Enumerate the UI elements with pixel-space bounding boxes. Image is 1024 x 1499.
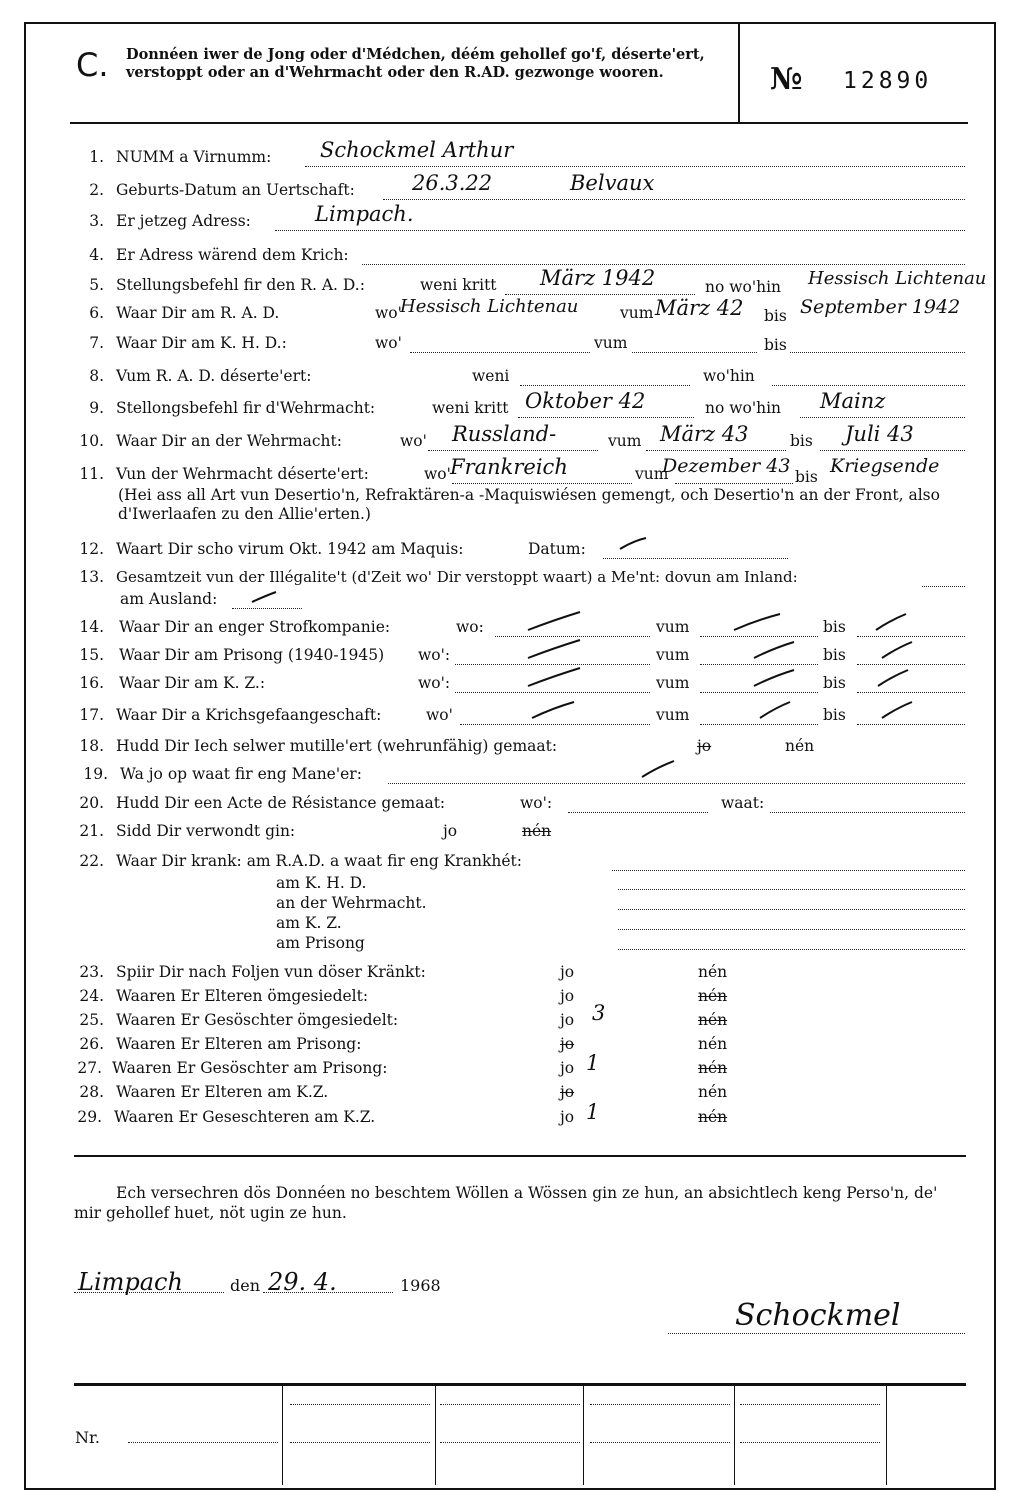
fill-line [410,352,590,353]
sub-label: waat: [721,794,765,812]
row-label: Waar Dir am K. Z.: [119,674,266,692]
row-number: 16. [79,674,104,692]
handwritten-where: Mainz [820,389,886,413]
section-rule [74,1155,966,1157]
fill-line [740,1404,880,1405]
option-nen-struck: nén [698,987,728,1005]
handwritten-until: Kriegsende [830,455,940,477]
fill-line [618,929,965,930]
row-label: Spiir Dir nach Foljen vun döser Kränkt: [116,963,426,981]
option-jo-struck: jo [697,737,712,755]
fill-line [518,417,694,418]
handwritten-from: März 43 [660,422,749,446]
option-nen-struck: nén [698,1108,728,1126]
footer-col-divider [282,1385,283,1485]
handwritten-count: 1 [586,1051,600,1075]
sub-label: vum [656,646,690,664]
handwritten-count: 3 [592,1001,606,1025]
strike-mark [618,537,648,551]
strike-mark [640,759,676,779]
fill-line [700,664,818,665]
option-jo: jo [560,987,575,1005]
row-number: 20. [79,794,104,812]
row-28 [0,1083,1024,1107]
sub-label: wo' [400,432,427,450]
row-2 [0,171,1024,205]
fill-line [790,352,965,353]
row-17 [0,706,1024,730]
fill-line [495,636,650,637]
row-number: 14. [79,618,104,636]
strike-mark [526,610,582,632]
fill-line [820,450,965,451]
row-9 [0,389,1024,423]
sub-label: weni [472,367,510,385]
handwritten-until: Juli 43 [845,422,914,446]
row-10 [0,422,1024,456]
fill-line [675,483,793,484]
row-number: 5. [89,276,104,294]
year: 1968 [400,1276,441,1295]
row-22-sub: am Prisong [276,934,365,952]
sub-label: vum [656,618,690,636]
row-label: Waar Dir am Prisong (1940-1945) [119,646,385,664]
row-number: 4. [89,246,104,264]
fill-line [440,1404,580,1405]
fill-line [857,664,965,665]
fill-line [590,1404,730,1405]
handwritten-from: März 42 [655,296,744,320]
fill-line [505,294,695,295]
row-label: Waaren Er Elteren ömgesiedelt: [116,987,369,1005]
row-14 [0,618,1024,642]
sub-label: vum [656,706,690,724]
fill-line [290,1442,430,1443]
declaration-text: Ech versechren dös Donnéen no beschtem Wöllen a Wössen gin ze hun, an absichtlech keng Perso'n, de' mir gehollef huet, nöt ugin ze hun. [74,1184,938,1222]
row-number: 24. [79,987,104,1005]
row-4 [0,246,1024,270]
row-label: Waar Dir an enger Strofkompanie: [119,618,391,636]
option-nen: nén [785,737,815,755]
row-24 [0,987,1024,1011]
row-number: 3. [89,212,104,230]
option-jo: jo [560,1011,575,1029]
fill-line [922,586,965,587]
row-label: Waart Dir scho virum Okt. 1942 am Maquis: [116,540,464,558]
row-number: 7. [89,334,104,352]
row-number: 9. [89,399,104,417]
handwritten-where: Russland- [452,422,557,446]
fill-line [590,1442,730,1443]
signature-line [668,1333,965,1334]
fill-line [770,812,965,813]
fill-line [646,450,786,451]
fill-line [603,558,788,559]
sub-label: vum [656,674,690,692]
row-7 [0,334,1024,358]
option-jo: jo [560,963,575,981]
row-label: am Ausland: [120,590,218,608]
footer-col-divider [435,1385,436,1485]
fill-line [618,889,965,890]
option-jo: jo [560,1108,575,1126]
handwritten-where: Hessisch Lichtenau [808,268,987,289]
row-12 [0,540,1024,564]
option-jo-struck: jo [560,1035,575,1053]
sub-label: bis [823,646,846,664]
fill-line [455,692,650,693]
sub-label: bis [823,674,846,692]
option-jo: jo [560,1059,575,1077]
form-title: Donnéen iwer de Jong oder d'Médchen, déém gehollef go'f, déserte'ert, verstoppt oder an d'Wehrmacht oder den R.AD. gezwonge wooren. [126,46,705,81]
row-label: Waaren Er Gesöschter am Prisong: [112,1059,388,1077]
sub-label: wo' [424,465,451,483]
row-number: 25. [79,1011,104,1029]
fill-line [383,199,965,200]
fill-line [74,1292,224,1293]
sub-label: bis [764,307,787,325]
sub-label: wo: [456,618,484,636]
footer-col-divider [583,1385,584,1485]
fill-line [632,352,757,353]
row-label: Er jetzeg Adress: [116,212,251,230]
sub-label: weni kritt [432,399,509,417]
row-3 [0,202,1024,236]
sub-label: vum [608,432,642,450]
row-number: 2. [89,181,104,199]
fill-line [700,724,818,725]
row-number: 18. [79,737,104,755]
fill-line [455,664,650,665]
fill-line [128,1442,278,1443]
row-number: 21. [79,822,104,840]
row-label: Stellungsbefehl fir den R. A. D.: [116,276,365,294]
row-22-sub: am K. H. D. [276,874,367,892]
row-number: 11. [79,465,104,483]
handwritten-when: Oktober 42 [525,389,646,413]
handwritten-from: Dezember 43 [662,455,791,477]
fill-line [612,870,965,871]
strike-mark [530,700,576,720]
row-8 [0,367,1024,391]
row-21 [0,822,1024,846]
den-label: den [230,1276,261,1295]
row-label: Gesamtzeit vun der Illégalite't (d'Zeit wo' Dir verstoppt waart) a Me'nt: dovun am Inland: [116,568,798,586]
row-label: Geburts-Datum an Uertschaft: [116,181,355,199]
sub-label: weni kritt [420,276,497,294]
row-label: Hudd Dir Iech selwer mutille'ert (wehrunfähig) gemaat: [116,737,558,755]
fill-line [232,608,302,609]
row-22-sub: an der Wehrmacht. [276,894,427,912]
option-nen: nén [698,1083,728,1101]
fill-line [452,483,632,484]
row-number: 26. [79,1035,104,1053]
sub-label: Datum: [528,540,586,558]
header-rule [70,122,968,124]
sub-label: wo' [426,706,453,724]
row-number: 27. [77,1059,102,1077]
handwritten-signature: Schockmel [735,1298,901,1333]
fill-line [520,385,690,386]
strike-mark [880,640,914,660]
strike-mark [752,640,796,660]
handwritten-when: März 1942 [540,266,656,290]
row-label: Er Adress wärend dem Krich: [116,246,349,264]
row-label: Waaren Er Geseschteren am K.Z. [114,1108,376,1126]
sub-label: wo' [375,304,402,322]
row-19 [0,765,1024,789]
row-label: Waaren Er Gesöschter ömgesiedelt: [116,1011,399,1029]
row-1 [0,138,1024,172]
strike-mark [874,612,908,632]
row-13-line2 [0,590,1024,614]
fill-line [305,166,965,167]
row-number: 17. [79,706,104,724]
row-label: Stellongsbefehl fir d'Wehrmacht: [116,399,376,417]
strike-mark [250,590,280,604]
strike-mark [732,612,782,632]
row-number: 12. [79,540,104,558]
sub-label: wo'hin [703,367,755,385]
handwritten-birth-place: Belvaux [570,171,655,195]
footer-rule [74,1383,966,1386]
footer-col-divider [734,1385,735,1485]
row-27 [0,1051,1024,1083]
sub-label: bis [823,706,846,724]
row-6 [0,296,1024,328]
row-18 [0,737,1024,761]
row-22 [0,852,1024,876]
fill-line [460,724,650,725]
row-label: Waar Dir an der Wehrmacht: [116,432,342,450]
sub-label: wo' [375,334,402,352]
option-nen-struck: nén [522,822,552,840]
row-label: Sidd Dir verwondt gin: [116,822,296,840]
fill-line [800,417,965,418]
row-label: Vum R. A. D. déserte'ert: [116,367,312,385]
fill-line [857,636,965,637]
option-nen-struck: nén [698,1059,728,1077]
sub-label: vum [620,304,654,322]
handwritten-until: September 1942 [800,296,961,318]
row-number: 23. [79,963,104,981]
row-label: Waar Dir am R. A. D. [116,304,280,322]
strike-mark [526,666,582,688]
row-16 [0,674,1024,698]
option-jo: jo [443,822,458,840]
option-jo-struck: jo [560,1083,575,1101]
fill-line [290,1404,430,1405]
fill-line [388,783,965,784]
fill-line [740,1442,880,1443]
row-label: Waar Dir krank: am R.A.D. a waat fir eng Krankhét: [116,852,522,870]
row-29 [0,1100,1024,1132]
sub-label: bis [795,468,818,486]
sub-label: vum [635,465,669,483]
fill-line [275,230,965,231]
header-divider [738,22,740,124]
handwritten-date: 29. 4. [268,1268,337,1296]
handwritten-where: Frankreich [450,455,568,479]
row-label: Vun der Wehrmacht déserte'ert: [116,465,369,483]
handwritten-birth-date: 26.3.22 [412,171,493,195]
strike-mark [880,700,914,720]
row-22-sub: am K. Z. [276,914,342,932]
row-20 [0,794,1024,818]
option-nen: nén [698,1035,728,1053]
row-25 [0,1001,1024,1035]
handwritten-name: Schockmel Arthur [320,138,514,162]
sub-label: no wo'hin [705,399,782,417]
row-13 [0,568,1024,592]
handwritten-address: Limpach. [315,202,414,226]
sub-label: wo': [520,794,553,812]
row-number: 6. [89,304,104,322]
sub-label: wo': [418,674,451,692]
fill-line [362,264,965,265]
fill-line [428,450,598,451]
row-label: Waar Dir a Krichsgefaangeschaft: [116,706,382,724]
row-label: Waaren Er Elteren am Prisong: [116,1035,362,1053]
option-nen-struck: nén [698,1011,728,1029]
handwritten-count: 1 [586,1100,600,1124]
handwritten-place: Limpach [78,1268,183,1296]
footer-col-divider [886,1385,887,1485]
row-26 [0,1035,1024,1059]
form-number: 12890 [843,68,933,94]
fill-line [700,636,818,637]
sub-label: wo': [418,646,451,664]
row-23 [0,963,1024,987]
sub-label: bis [764,336,787,354]
fill-line [857,724,965,725]
number-sign: № [770,62,803,97]
fill-line [772,385,965,386]
fill-line [857,692,965,693]
row-number: 10. [79,432,104,450]
strike-mark [752,668,796,688]
sub-label: no wo'hin [705,278,782,296]
sub-label: bis [823,618,846,636]
sub-label: vum [594,334,628,352]
row-number: 22. [79,852,104,870]
strike-mark [876,668,910,688]
fill-line [618,909,965,910]
strike-mark [526,638,582,660]
option-nen: nén [698,963,728,981]
row-label: Hudd Dir een Acte de Résistance gemaat: [116,794,446,812]
row-number: 15. [79,646,104,664]
row-label: Wa jo op waat fir eng Mane'er: [120,765,362,783]
handwritten-where: Hessisch Lichtenau [400,296,579,317]
row-label: NUMM a Virnumm: [116,148,272,166]
row-number: 8. [89,367,104,385]
form-section-letter: C. [76,46,109,84]
row-number: 1. [89,148,104,166]
nr-label: Nr. [75,1428,100,1447]
row-label: Waar Dir am K. H. D.: [116,334,287,352]
row-number: 29. [77,1108,102,1126]
row-number: 13. [79,568,104,586]
fill-line [440,1442,580,1443]
fill-line [568,812,708,813]
row-number: 19. [83,765,108,783]
row-11-note: (Hei ass all Art vun Desertio'n, Refraktären-a -Maquiswiésen gemengt, och Desertio'n an der Front, also d'Iwerlaafen zu den Allie'erten.) [118,486,940,523]
row-15 [0,646,1024,670]
row-number: 28. [79,1083,104,1101]
fill-line [700,692,818,693]
strike-mark [758,700,792,720]
fill-line [618,949,965,950]
row-label: Waaren Er Elteren am K.Z. [116,1083,329,1101]
sub-label: bis [790,432,813,450]
